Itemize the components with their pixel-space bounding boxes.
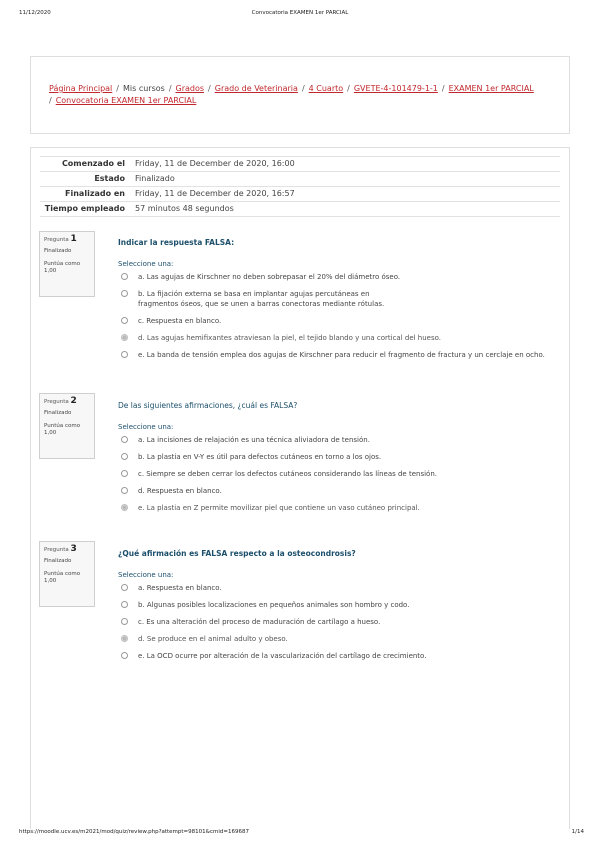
summary-value: Friday, 11 de December de 2020, 16:00 [131, 157, 560, 172]
question-status: Finalizado [44, 410, 72, 416]
radio-button[interactable] [121, 601, 128, 608]
print-title: Convocatoria EXAMEN 1er PARCIAL [251, 10, 349, 16]
radio-button-checked[interactable] [121, 504, 128, 511]
answer-text: c. Es una alteración del proceso de maduración de cartílago a hueso. [138, 618, 381, 626]
question-text: ¿Qué afirmación es FALSA respecto a la osteocondrosis? [118, 549, 356, 558]
answer-text: e. La OCD ocurre por alteración de la vascularización del cartílago de crecimiento. [138, 652, 427, 660]
answer-text: b. Algunas posibles localizaciones en pequeños animales son hombro y codo. [138, 601, 410, 609]
breadcrumb-my-courses: Mis cursos [122, 84, 165, 93]
breadcrumb-home[interactable]: Página Principal [49, 84, 113, 93]
question-number: 3 [70, 544, 77, 554]
radio-button[interactable] [121, 351, 128, 358]
question-score: 1,00 [44, 268, 57, 274]
question-score: 1,00 [44, 430, 57, 436]
question-body-2 [118, 401, 558, 520]
answer-text: e. La plastia en Z permite movilizar piel que contiene un vaso cutáneo principal. [138, 504, 420, 512]
print-date: 11/12/2020 [19, 10, 51, 16]
answer-text: c. Respuesta en blanco. [138, 317, 222, 325]
question-score-label: Puntúa como [44, 571, 81, 577]
answer-text: d. Respuesta en blanco. [138, 487, 222, 495]
answer-prompt: Seleccione una: [118, 260, 174, 268]
question-score-label: Puntúa como [44, 261, 81, 267]
radio-button[interactable] [121, 470, 128, 477]
question-label: Pregunta [44, 237, 69, 243]
answer-option-selected[interactable] [118, 503, 558, 513]
breadcrumb: Página Principal / Mis cursos / Grados / Grado de Veterinaria / 4 Cuarto / GVETE-4-101479-1-1 / EXAMEN 1er PARCIAL / Convocatoria EXAMEN 1er PARCIAL [30, 56, 570, 134]
question-info-1 [39, 231, 95, 297]
radio-button[interactable] [121, 618, 128, 625]
answer-option[interactable] [118, 452, 558, 462]
answer-text: d. Las agujas hemifixantes atraviesan la piel, el tejido blando y una cortical del hueso. [138, 334, 442, 342]
answer-option[interactable] [118, 350, 558, 360]
answer-option[interactable] [118, 469, 558, 479]
answer-option[interactable] [118, 583, 558, 593]
answer-option[interactable] [118, 289, 558, 309]
answer-option[interactable] [118, 272, 558, 282]
answer-option-selected[interactable] [118, 333, 558, 343]
radio-button[interactable] [121, 584, 128, 591]
answer-text: b. La fijación externa se basa en implantar agujas percutáneas en fragmentos óseos, que se unen a barras conectoras mediante rótulas. [138, 290, 385, 308]
radio-button-checked[interactable] [121, 334, 128, 341]
answer-text: a. Respuesta en blanco. [138, 584, 222, 592]
answer-option[interactable] [118, 486, 558, 496]
answer-text: a. Las agujas de Kirschner no deben sobrepasar el 20% del diámetro óseo. [138, 273, 401, 281]
question-info-2 [39, 393, 95, 459]
radio-button[interactable] [121, 290, 128, 297]
answer-option[interactable] [118, 435, 558, 445]
question-score-label: Puntúa como [44, 423, 81, 429]
question-status: Finalizado [44, 248, 72, 254]
question-text: Indicar la respuesta FALSA: [118, 238, 235, 247]
summary-value: Friday, 11 de December de 2020, 16:57 [131, 187, 560, 202]
summary-row [40, 157, 560, 172]
radio-button[interactable] [121, 453, 128, 460]
question-label: Pregunta [44, 547, 69, 553]
breadcrumb-grado-veterinaria[interactable]: Grado de Veterinaria [214, 84, 298, 93]
question-label: Pregunta [44, 399, 69, 405]
answer-text: e. La banda de tensión emplea dos agujas de Kirschner para reducir el fragmento de fractura y un cerclaje en ocho. [138, 351, 545, 359]
question-number: 2 [70, 396, 77, 406]
breadcrumb-course-code[interactable]: GVETE-4-101479-1-1 [353, 84, 438, 93]
summary-key: Comenzado el [40, 157, 131, 172]
attempt-summary-table [40, 156, 560, 217]
summary-row [40, 187, 560, 202]
summary-key: Tiempo empleado [40, 202, 131, 217]
question-info-3 [39, 541, 95, 607]
summary-value: 57 minutos 48 segundos [131, 202, 560, 217]
breadcrumb-cuarto[interactable]: 4 Cuarto [308, 84, 344, 93]
answer-text: b. La plastia en V-Y es útil para defectos cutáneos en torno a los ojos. [138, 453, 382, 461]
question-text: De las siguientes afirmaciones, ¿cuál es FALSA? [118, 401, 298, 410]
summary-row [40, 172, 560, 187]
summary-key: Estado [40, 172, 131, 187]
radio-button[interactable] [121, 436, 128, 443]
radio-button[interactable] [121, 487, 128, 494]
answer-prompt: Seleccione una: [118, 423, 174, 431]
answer-option-selected[interactable] [118, 634, 558, 644]
answer-text: a. La incisiones de relajación es una técnica aliviadora de tensión. [138, 436, 370, 444]
question-body-1 [118, 238, 558, 367]
breadcrumb-grados[interactable]: Grados [175, 84, 205, 93]
question-status: Finalizado [44, 558, 72, 564]
radio-button-checked[interactable] [121, 635, 128, 642]
breadcrumb-convocatoria[interactable]: Convocatoria EXAMEN 1er PARCIAL [55, 96, 197, 105]
radio-button[interactable] [121, 317, 128, 324]
answer-text: d. Se produce en el animal adulto y obeso. [138, 635, 288, 643]
radio-button[interactable] [121, 652, 128, 659]
answer-option[interactable] [118, 316, 558, 326]
summary-row [40, 202, 560, 217]
answer-option[interactable] [118, 600, 558, 610]
question-score: 1,00 [44, 578, 57, 584]
print-page-number: 1/14 [571, 829, 584, 835]
answer-option[interactable] [118, 651, 558, 661]
answer-prompt: Seleccione una: [118, 571, 174, 579]
question-body-3 [118, 549, 558, 668]
radio-button[interactable] [121, 273, 128, 280]
answer-text: c. Siempre se deben cerrar los defectos cutáneos considerando las líneas de tensión. [138, 470, 437, 478]
answer-option[interactable] [118, 617, 558, 627]
print-url: https://moodle.ucv.es/m2021/mod/quiz/review.php?attempt=98101&cmid=169687 [19, 829, 249, 835]
breadcrumb-exam[interactable]: EXAMEN 1er PARCIAL [448, 84, 534, 93]
question-number: 1 [70, 234, 77, 244]
summary-value: Finalizado [131, 172, 560, 187]
summary-key: Finalizado en [40, 187, 131, 202]
